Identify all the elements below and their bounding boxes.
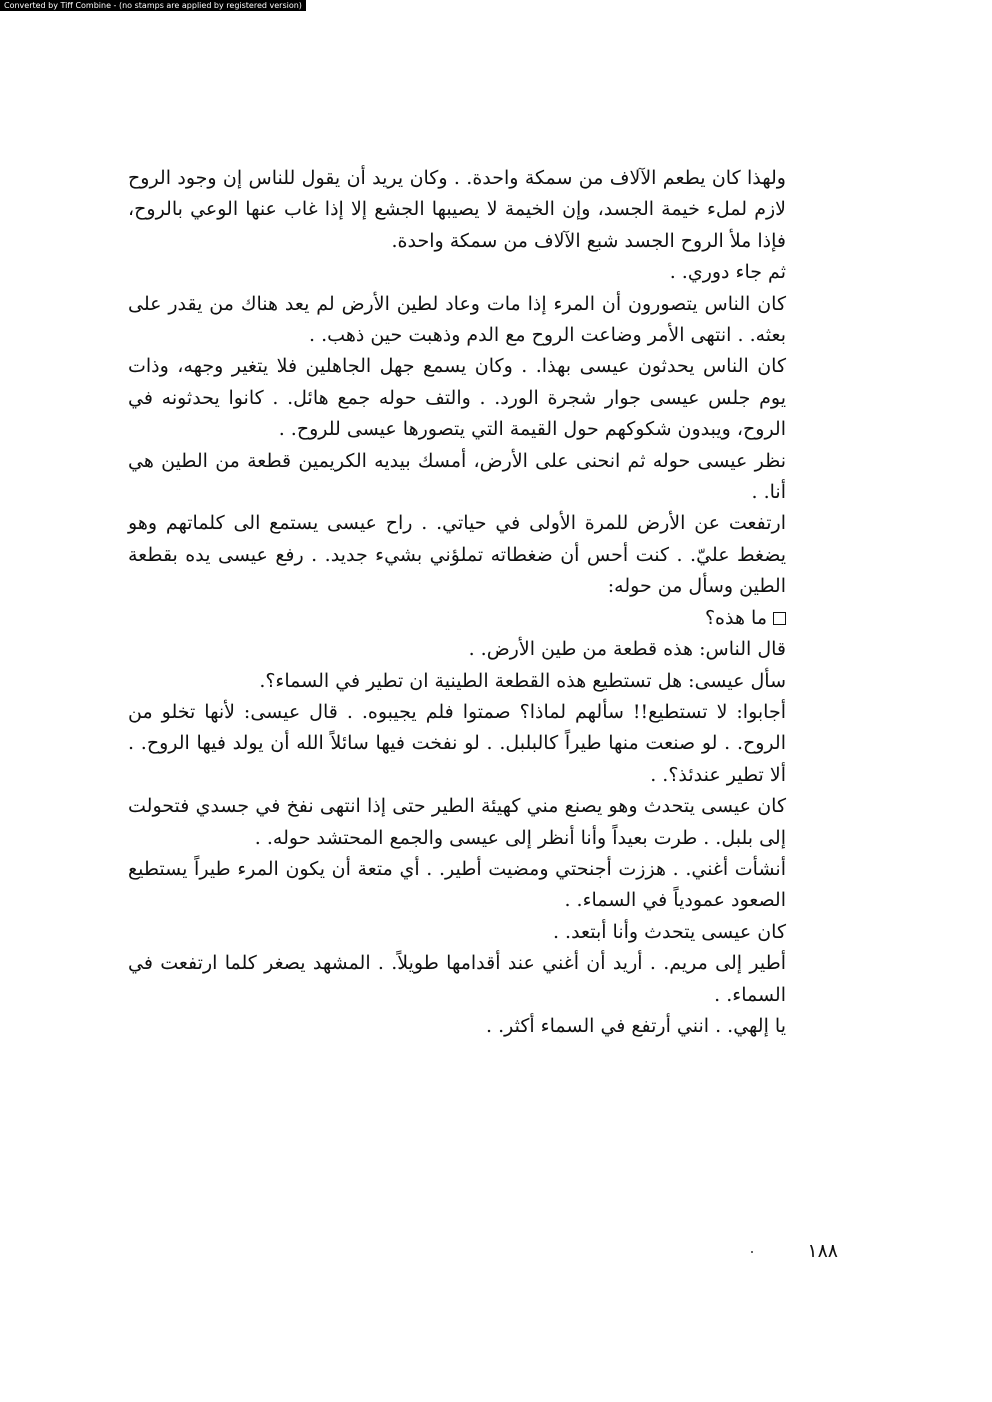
paragraph: كان الناس يتصورون أن المرء إذا مات وعاد لطين الأرض لم يعد هناك من يقدر على بعثه. . انتهى الأمر وضاعت الروح مع الدم وذهبت حين ذهب. . — [128, 292, 786, 347]
paragraph: نظر عيسى حوله ثم انحنى على الأرض، أمسك بيديه الكريمين قطعة من الطين هي أنا. . — [128, 449, 786, 504]
paragraph: أطير إلى مريم. . أريد أن أغني عند أقدامها طويلاً. . المشهد يصغر كلما ارتفعت في السماء. . — [128, 952, 786, 1006]
question-item — [128, 603, 838, 634]
paragraph: ثم جاء دوري. . — [669, 261, 786, 284]
paragraph: كان الناس يحدثون عيسى بهذا. . وكان يسمع جهل الجاهلين فلا يتغير وجهه، وذات يوم جلس عيسى جوار شجرة الورد. . والتف حوله جمع هائل. . كانوا يحدثونه في الروح، ويبدون شكوكهم حول القيمة التي يتصورها عيسى للروح. . — [128, 355, 786, 441]
page-body — [128, 163, 838, 1042]
page-number: ١٨٨ — [807, 1240, 838, 1262]
paragraph: سأل عيسى: هل تستطيع هذه القطعة الطينية ان تطير في السماء؟. — [259, 669, 786, 692]
paragraph: كان عيسى يتحدث وأنا أبتعد. . — [552, 920, 786, 943]
question-text: ما هذه؟ — [704, 606, 767, 629]
stray-dot-mark — [751, 1251, 753, 1253]
paragraph: قال الناس: هذه قطعة من طين الأرض. . — [468, 638, 786, 661]
paragraph: ولهذا كان يطعم الآلاف من سمكة واحدة. . وكان يريد أن يقول للناس إن وجود الروح لازم لملء خيمة الجسد، وإن الخيمة لا يصيبها الجشع إلا إذا غاب عنها الوعي بالروح، فإذا ملأ الروح الجسد شبع الآلاف من سمكة واحدة. — [128, 167, 786, 252]
paragraph: ارتفعت عن الأرض للمرة الأولى في حياتي. . راح عيسى يستمع الى كلماتهم وهو يضغط عليّ. . كنت أحس أن ضغطاته تملؤني بشيء جديد. . رفع عيسى يده بقطعة الطين وسأل من حوله: — [128, 512, 786, 598]
paragraph: أنشأت أغني. . هززت أجنحتي ومضيت أطير. . أي متعة أن يكون المرء طيراً يستطيع الصعود عمودياً في السماء. . — [128, 857, 786, 912]
paragraph: يا إلهي. . انني أرتفع في السماء أكثر. . — [485, 1014, 786, 1037]
paragraph: أجابوا: لا تستطيع!! سألهم لماذا؟ صمتوا فلم يجيبوه. . قال عيسى: لأنها تخلو من الروح. . لو صنعت منها طيراً كالبلبل. . لو نفخت فيها سائلاً الله أن يولد فيها الروح. . ألا تطير عندئذ؟. . — [128, 700, 786, 786]
paragraph: كان عيسى يتحدث وهو يصنع مني كهيئة الطير حتى إذا انتهى نفخ في جسدي فتحولت إلى بلبل. . طرت بعيداً وأنا أنظر إلى عيسى والجمع المحتشد حوله. . — [128, 795, 786, 849]
converter-banner: Converted by Tiff Combine - (no stamps are applied by registered version) — [0, 0, 306, 11]
square-bullet-icon — [773, 612, 786, 625]
